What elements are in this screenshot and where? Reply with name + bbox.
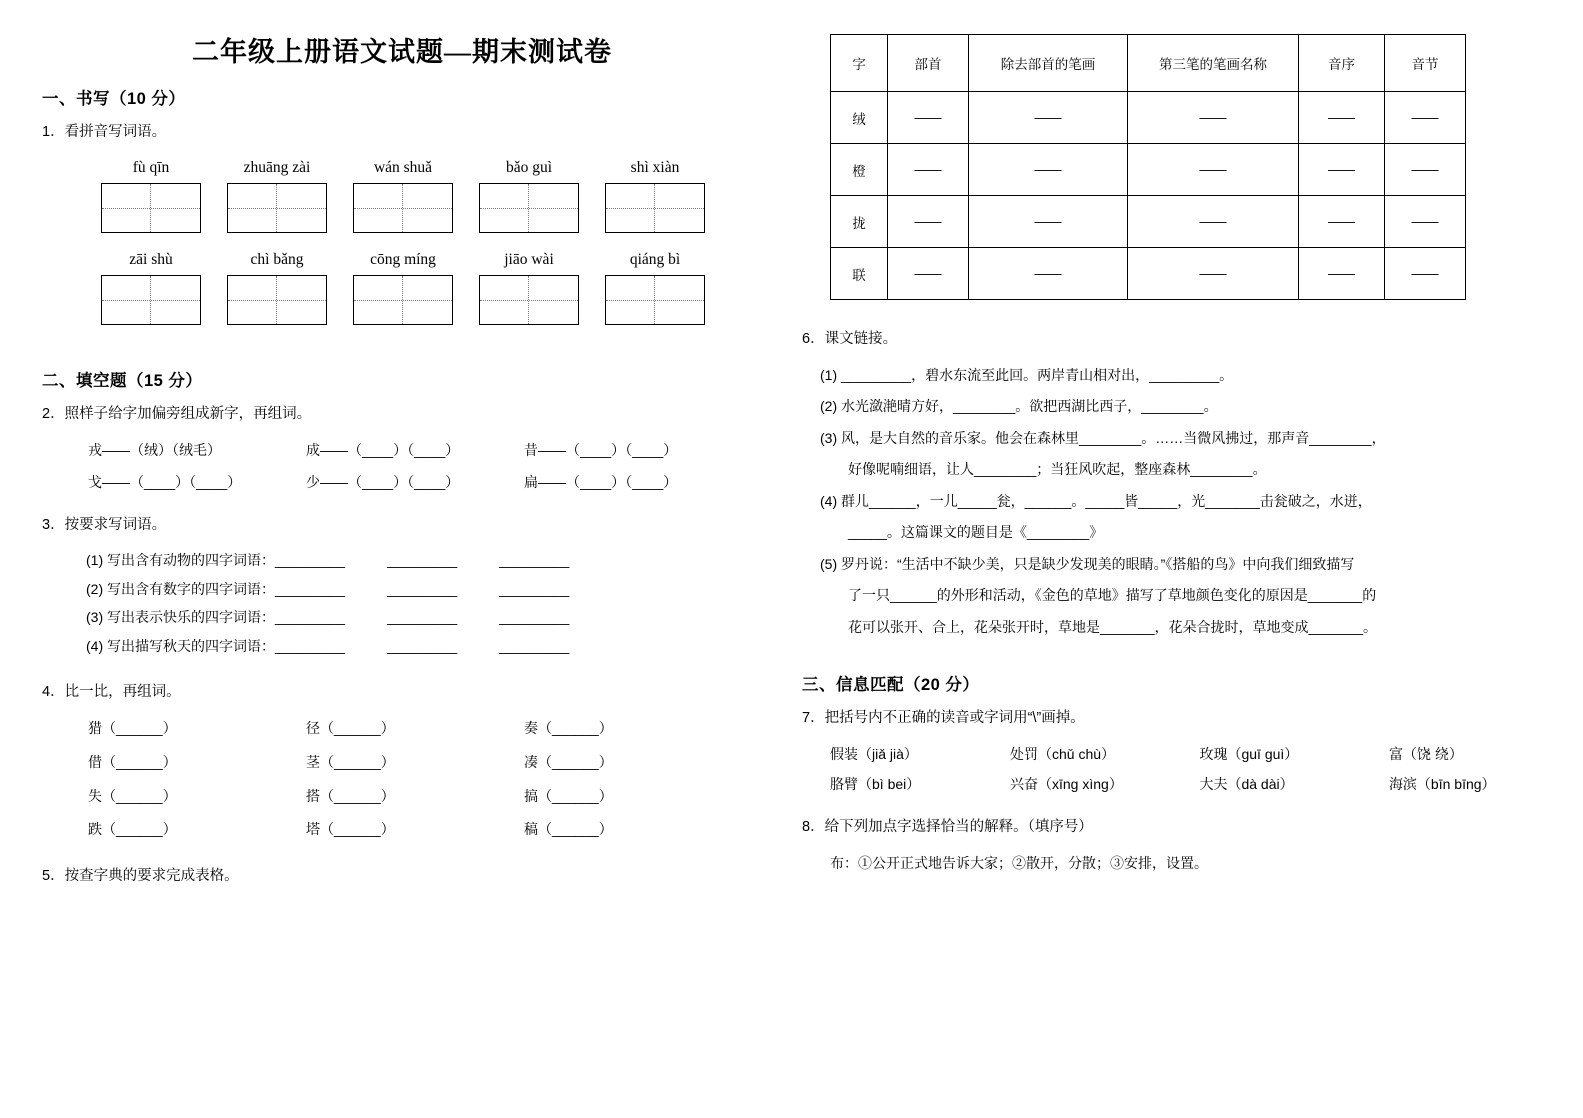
pinyin-cell bbox=[340, 159, 466, 233]
compare-item[interactable]: 借（______） bbox=[88, 753, 177, 770]
radical-item[interactable]: 昔——（____）（____） bbox=[524, 442, 678, 459]
right-column bbox=[790, 30, 1550, 879]
page-title: 二年级上册语文试题—期末测试卷 bbox=[192, 37, 612, 67]
pick-item[interactable]: 玫瑰（guī guì） bbox=[1199, 745, 1299, 762]
pinyin-cell bbox=[466, 159, 592, 233]
question-6-item-cont[interactable]: 好像呢喃细语，让人________；当狂风吹起，整座森林________。 bbox=[848, 461, 1267, 478]
radical-item[interactable]: 扁——（____）（____） bbox=[524, 474, 678, 491]
question-1: 1．看拼音写词语。 bbox=[42, 124, 167, 140]
writing-grid[interactable] bbox=[353, 183, 453, 233]
radical-item[interactable]: 戎——（绒）（绒毛） bbox=[88, 442, 221, 459]
compare-item[interactable]: 跌（______） bbox=[88, 821, 177, 838]
pick-item[interactable]: 兴奋（xīng xìng） bbox=[1010, 776, 1123, 793]
pinyin-cell bbox=[592, 159, 718, 233]
table-cell-answer[interactable]: —— bbox=[1128, 144, 1299, 196]
pinyin-row-2 bbox=[88, 251, 742, 325]
section-heading-2: 二、填空题（15 分） bbox=[42, 371, 203, 390]
question-3-item[interactable]: (3) 写出表示快乐的四字词语：_________ _________ _________ bbox=[86, 609, 570, 626]
table-cell-answer[interactable]: —— bbox=[1128, 196, 1299, 248]
pinyin-cell bbox=[592, 251, 718, 325]
question-6-item-cont[interactable]: 花可以张开、合上，花朵张开时，草地是_______，花朵合拢时，草地变成_______。 bbox=[848, 618, 1378, 635]
question-3-item[interactable]: (1) 写出含有动物的四字词语：_________ _________ _________ bbox=[86, 552, 570, 569]
table-cell-answer[interactable]: —— bbox=[1385, 248, 1466, 300]
question-3: 3．按要求写词语。 bbox=[42, 517, 167, 534]
pinyin-text: zāi shù bbox=[129, 250, 173, 268]
question-6: 6．课文链接。 bbox=[802, 331, 898, 347]
pinyin-text: chì bǎng bbox=[250, 250, 304, 268]
table-cell-char: 联 bbox=[831, 248, 888, 300]
compare-item[interactable]: 搭（______） bbox=[306, 787, 395, 804]
pinyin-text: bǎo guì bbox=[505, 158, 553, 176]
writing-grid[interactable] bbox=[353, 275, 453, 325]
table-cell-answer[interactable]: —— bbox=[1299, 248, 1385, 300]
table-cell-answer[interactable]: —— bbox=[888, 196, 969, 248]
table-header-cell: 除去部首的笔画 bbox=[969, 35, 1128, 92]
writing-grid[interactable] bbox=[605, 183, 705, 233]
radical-row-1 bbox=[88, 434, 742, 466]
table-cell-answer[interactable]: —— bbox=[1299, 92, 1385, 144]
section-heading-3: 三、信息匹配（20 分） bbox=[802, 676, 980, 695]
compare-item[interactable]: 塔（______） bbox=[306, 821, 395, 838]
writing-grid[interactable] bbox=[227, 183, 327, 233]
dictionary-table bbox=[830, 34, 1466, 300]
question-6-item[interactable]: (5) 罗丹说：“生活中不缺少美，只是缺少发现美的眼睛。”《搭船的鸟》中向我们细致描写 bbox=[820, 555, 1355, 572]
pinyin-cell bbox=[214, 159, 340, 233]
table-row bbox=[831, 92, 1466, 144]
compare-item[interactable]: 径（______） bbox=[306, 720, 395, 737]
question-5: 5．按查字典的要求完成表格。 bbox=[42, 867, 239, 884]
writing-grid[interactable] bbox=[479, 183, 579, 233]
pinyin-cell bbox=[466, 251, 592, 325]
compare-item[interactable]: 搞（______） bbox=[524, 787, 613, 804]
table-cell-char: 橙 bbox=[831, 144, 888, 196]
table-cell-answer[interactable]: —— bbox=[969, 248, 1128, 300]
radical-item[interactable]: 戈——（____）（____） bbox=[88, 474, 242, 491]
pick-item[interactable]: 富（饶 绕） bbox=[1388, 745, 1463, 762]
pinyin-text: fù qīn bbox=[132, 158, 170, 176]
question-6-item-cont[interactable]: _____。这篇课文的题目是《________》 bbox=[848, 524, 1104, 541]
table-cell-answer[interactable]: —— bbox=[1385, 196, 1466, 248]
table-cell-answer[interactable]: —— bbox=[888, 92, 969, 144]
table-header-cell: 音序 bbox=[1299, 35, 1385, 92]
pick-item[interactable]: 大夫（dà dài） bbox=[1199, 776, 1294, 793]
radical-row-2 bbox=[88, 466, 742, 498]
table-cell-answer[interactable]: —— bbox=[969, 196, 1128, 248]
pinyin-row-1 bbox=[88, 159, 742, 233]
table-cell-answer[interactable]: —— bbox=[1385, 92, 1466, 144]
question-6-item[interactable]: (3) 风，是大自然的音乐家。他会在森林里________。……当微风拂过，那声音________， bbox=[820, 429, 1386, 446]
compare-item[interactable]: 茎（______） bbox=[306, 753, 395, 770]
question-6-item[interactable]: (2) 水光潋滟晴方好，________。欲把西湖比西子，________。 bbox=[820, 398, 1218, 415]
table-cell-answer[interactable]: —— bbox=[888, 144, 969, 196]
pinyin-text: zhuāng zài bbox=[243, 158, 311, 176]
table-cell-char: 拢 bbox=[831, 196, 888, 248]
compare-item[interactable]: 凑（______） bbox=[524, 753, 613, 770]
table-row bbox=[831, 248, 1466, 300]
compare-item[interactable]: 失（______） bbox=[88, 787, 177, 804]
compare-row bbox=[88, 780, 742, 814]
table-cell-answer[interactable]: —— bbox=[1299, 196, 1385, 248]
pinyin-text: cōng míng bbox=[370, 250, 436, 268]
table-row bbox=[831, 196, 1466, 248]
question-6-item[interactable]: (1) _________，碧水东流至此回。两岸青山相对出，_________。 bbox=[820, 366, 1234, 383]
question-4: 4．比一比，再组词。 bbox=[42, 683, 181, 700]
writing-grid[interactable] bbox=[227, 275, 327, 325]
writing-grid[interactable] bbox=[479, 275, 579, 325]
pick-item[interactable]: 胳臂（bì bei） bbox=[830, 776, 921, 793]
pick-item[interactable]: 假装（jiǎ jià） bbox=[830, 745, 918, 762]
pinyin-cell bbox=[88, 251, 214, 325]
pick-item[interactable]: 处罚（chǔ chù） bbox=[1010, 745, 1116, 762]
pick-item[interactable]: 海滨（bīn bīng） bbox=[1388, 776, 1496, 793]
compare-row bbox=[88, 712, 742, 746]
table-cell-answer[interactable]: —— bbox=[969, 144, 1128, 196]
table-header-cell: 第三笔的笔画名称 bbox=[1128, 35, 1299, 92]
left-column bbox=[42, 30, 742, 896]
pinyin-cell bbox=[340, 251, 466, 325]
table-cell-answer[interactable]: —— bbox=[969, 92, 1128, 144]
compare-item[interactable]: 奏（______） bbox=[524, 720, 613, 737]
compare-row bbox=[88, 813, 742, 847]
table-header-row bbox=[831, 35, 1466, 92]
question-7: 7．把括号内不正确的读音或字词用“\”画掉。 bbox=[802, 710, 1085, 727]
pinyin-text: qiáng bì bbox=[629, 250, 681, 268]
writing-grid[interactable] bbox=[101, 183, 201, 233]
table-cell-answer[interactable]: —— bbox=[1128, 92, 1299, 144]
table-cell-answer[interactable]: —— bbox=[888, 248, 969, 300]
table-cell-answer[interactable]: —— bbox=[1385, 144, 1466, 196]
question-8-note: 布：①公开正式地告诉大家；②散开，分散；③安排，设置。 bbox=[830, 854, 1208, 871]
pinyin-cell bbox=[88, 159, 214, 233]
compare-row bbox=[88, 746, 742, 780]
question-6-item-cont[interactable]: 了一只______的外形和活动，《金色的草地》描写了草地颜色变化的原因是_______的 bbox=[848, 587, 1377, 604]
pinyin-text: shì xiàn bbox=[630, 158, 680, 176]
table-cell-answer[interactable]: —— bbox=[1299, 144, 1385, 196]
question-3-item[interactable]: (2) 写出含有数字的四字词语：_________ _________ _________ bbox=[86, 580, 570, 597]
writing-grid[interactable] bbox=[605, 275, 705, 325]
table-header-cell: 音节 bbox=[1385, 35, 1466, 92]
section-heading-1: 一、书写（10 分） bbox=[42, 90, 186, 108]
writing-grid[interactable] bbox=[101, 275, 201, 325]
question-2: 2．照样子给字加偏旁组成新字，再组词。 bbox=[42, 405, 312, 422]
radical-item[interactable]: 少——（____）（____） bbox=[306, 474, 460, 491]
pinyin-text: jiāo wài bbox=[504, 250, 554, 268]
radical-item[interactable]: 成——（____）（____） bbox=[306, 442, 460, 459]
pick-row-2 bbox=[830, 769, 1550, 800]
question-6-item[interactable]: (4) 群儿______，一儿_____瓮，______。_____皆_____，光_______击瓮破之，水迸， bbox=[820, 492, 1372, 509]
table-cell-answer[interactable]: —— bbox=[1128, 248, 1299, 300]
compare-item[interactable]: 猎（______） bbox=[88, 720, 177, 737]
question-8: 8．给下列加点字选择恰当的解释。（填序号） bbox=[802, 819, 1093, 836]
pick-row-1 bbox=[830, 739, 1550, 770]
table-header-cell: 部首 bbox=[888, 35, 969, 92]
pinyin-cell bbox=[214, 251, 340, 325]
question-3-item[interactable]: (4) 写出描写秋天的四字词语：_________ _________ _________ bbox=[86, 638, 570, 655]
pinyin-text: wán shuǎ bbox=[373, 158, 433, 176]
table-header-cell: 字 bbox=[831, 35, 888, 92]
compare-item[interactable]: 稿（______） bbox=[524, 821, 613, 838]
table-row bbox=[831, 144, 1466, 196]
table-cell-char: 绒 bbox=[831, 92, 888, 144]
